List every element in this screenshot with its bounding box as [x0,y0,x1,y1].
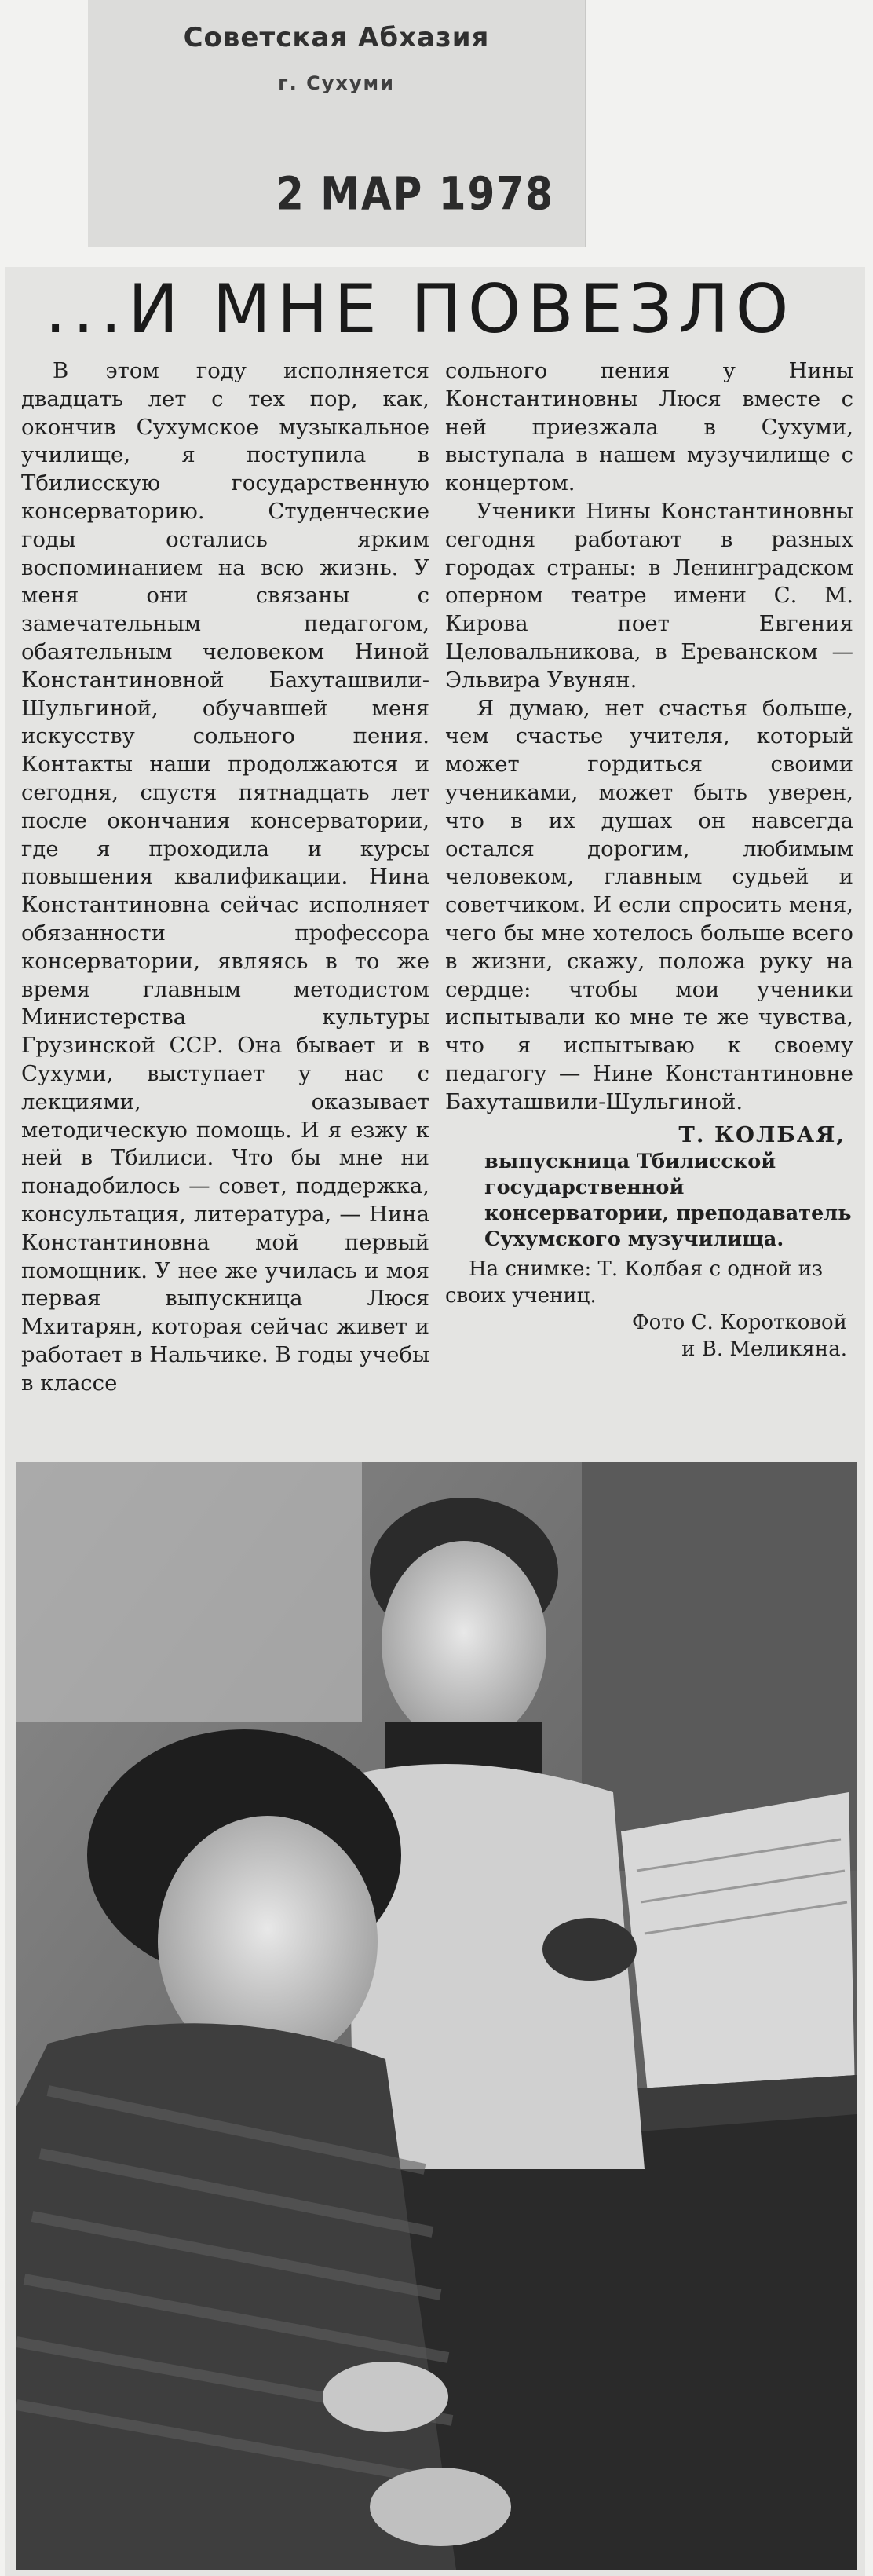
article-headline: ...И МНЕ ПОВЕЗЛО [45,270,795,349]
photo-credit-line-1: Фото С. Коротковой [632,1311,847,1335]
photo-two-women-at-piano-icon [16,1462,857,2570]
article-column-left [21,357,429,1397]
article-columns [21,357,853,1397]
article-paragraph: сольного пения у Нины Константиновны Люся вместе с ней приезжала в Сухуми, выступала в нашем музучилище с концертом. [445,358,853,496]
author-name: Т. КОЛБАЯ, [678,1122,846,1147]
photo-credit-line-2: и В. Меликяна. [681,1337,847,1362]
header-slip [88,0,586,247]
author-signature [445,1122,853,1253]
newspaper-clipping [5,267,865,2576]
article-paragraph: В этом году исполняется двадцать лет с тех пор, как, окончив Сухумское музыкальное училище, я поступила в Тбилисскую государственную консерваторию. Студенческие годы остались ярким воспоминанием на всю жизнь. У меня они связаны с замечательным педагогом, обаятельным человеком Ниной Константиновной Бахуташвили-Шульгиной, обучавшей меня искусству сольного пения. Контакты наши продолжаются и сегодня, спустя пятнадцать лет после окончания консерватории, где я проходила и курсы повышения квалификации. Нина Константиновна сейчас исполняет обязанности профессора консерватории, являясь в то же время главным методистом Министерства культуры Грузинской ССР. Она бывает и в Сухуми, выступает у нас с лекциями, оказывает методическую помощь. И я езжу к ней в Тбилиси. Что бы мне ни понадобилось — совет, поддержка, консультация, литература, — Нина Константиновна мой первый помощник. У нее же училась и моя первая выпускница Люся Мхитарян, которая сейчас живет и работает в Нальчике. В годы учебы в классе [21,358,430,1396]
article-column-right [445,357,853,1397]
photo-caption: На снимке: Т. Колбая с одной из своих учениц. [445,1257,824,1308]
article-photo [16,1462,857,2570]
newspaper-city: г. Сухуми [278,72,395,94]
article-paragraph: Ученики Нины Константиновны сегодня работают в разных городах страны: в Ленинградском оперном театре имени С. М. Кирова поет Евгения Целовальникова, в Ереванском — Эльвира Увунян. [445,498,853,693]
author-info: выпускница Тбилисской государственной консерватории, преподаватель Сухумского музучилища. [484,1150,852,1252]
article-paragraph: Я думаю, нет счастья больше, чем счастье учителя, который может гордиться своими учениками, может быть уверен, что в их душах он навсегда остался дорогим, любимым человеком, главным судьей и советчиком. И если спросить меня, чего бы мне хотелось больше всего в жизни, скажу, положа руку на сердце: чтобы мои ученики испытывали ко мне те же чувства, что я испытываю к своему педагогу — Нине Константиновне Бахуташвили-Шульгиной. [445,695,853,1114]
date-stamp: 2 МАР 1978 [276,167,554,221]
newspaper-name: Советская Абхазия [183,22,490,53]
